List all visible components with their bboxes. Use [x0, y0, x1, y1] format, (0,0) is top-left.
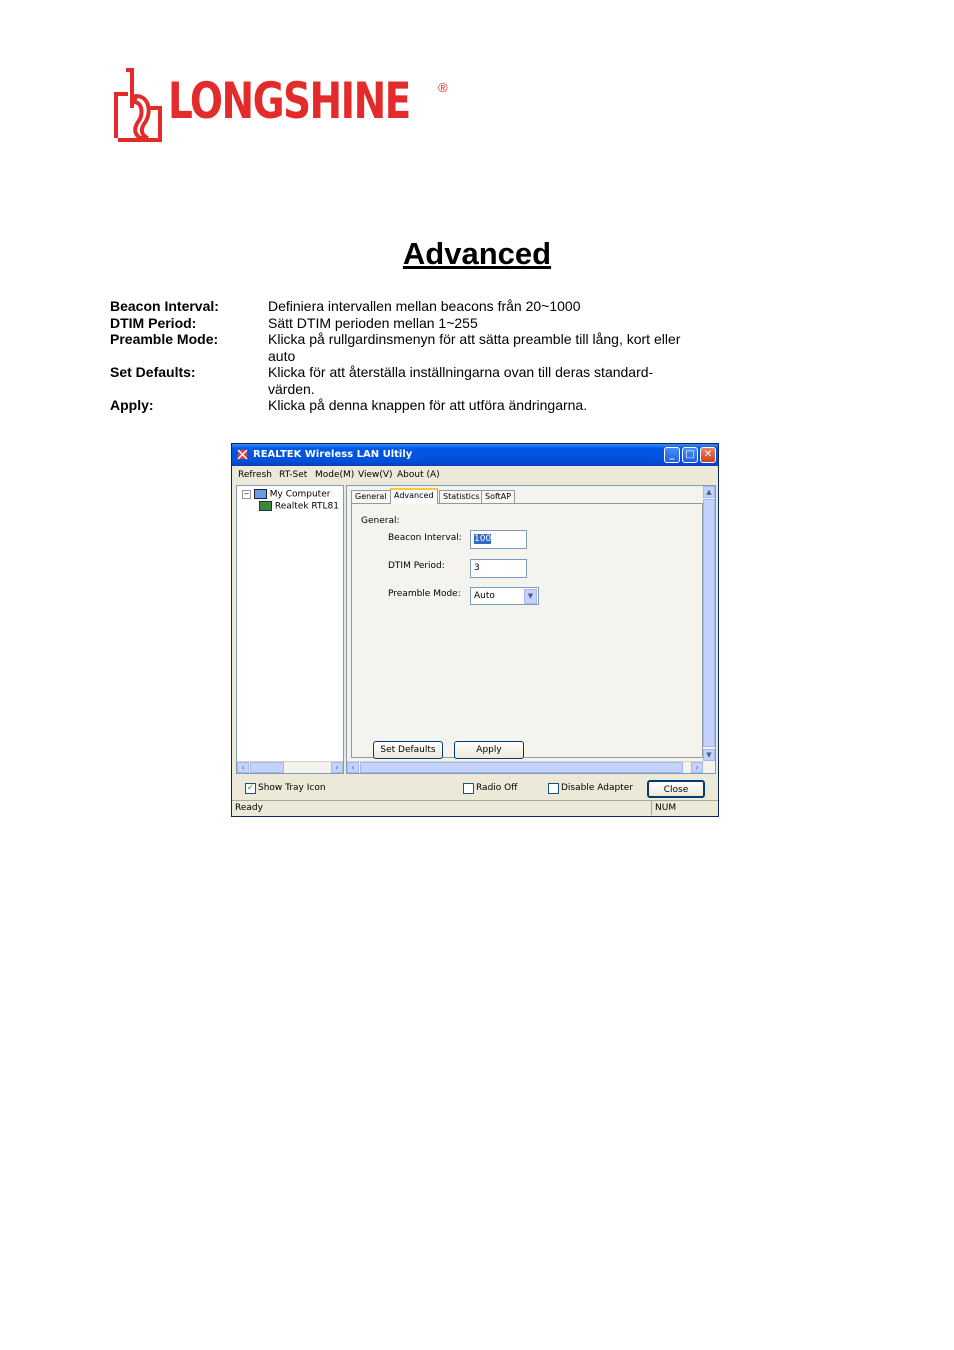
preamble-mode-value: Auto [474, 591, 495, 601]
definition-desc: Definiera intervallen mellan beacons från 20~1000 [268, 298, 581, 314]
definition-term: Beacon Interval: [110, 298, 219, 314]
definition-row [110, 315, 690, 332]
menu-view[interactable]: View(V) [358, 470, 393, 480]
definition-desc: Klicka för att återställa inställningarna ovan till deras standard-värden. [268, 364, 654, 397]
dtim-period-label: DTIM Period: [388, 561, 445, 571]
num-lock-indicator: NUM [655, 803, 677, 813]
tree-horizontal-scrollbar[interactable] [237, 761, 343, 773]
realtek-utility-window [231, 443, 719, 817]
scroll-thumb[interactable] [250, 762, 284, 773]
menu-refresh[interactable]: Refresh [238, 470, 272, 480]
tab-general[interactable]: General [351, 490, 391, 503]
registered-mark: ® [438, 80, 448, 95]
tree-item-adapter[interactable] [259, 501, 339, 512]
menu-about[interactable]: About (A) [397, 470, 440, 480]
scroll-thumb[interactable] [703, 499, 715, 747]
tree-item-label: Realtek RTL81 [274, 501, 339, 512]
minimize-button[interactable]: _ [664, 447, 680, 463]
definition-list [110, 298, 690, 414]
settings-pane [346, 485, 716, 774]
adapter-tree [236, 485, 344, 774]
definition-desc: Sätt DTIM perioden mellan 1~255 [268, 314, 478, 331]
maximize-button[interactable]: □ [682, 447, 698, 463]
scroll-down-icon[interactable]: ▼ [703, 749, 715, 761]
menu-rt-set[interactable]: RT-Set [279, 470, 308, 480]
status-divider [651, 801, 652, 815]
preamble-mode-label: Preamble Mode: [388, 589, 461, 599]
tab-statistics[interactable]: Statistics [439, 490, 484, 503]
beacon-interval-label: Beacon Interval: [388, 533, 462, 543]
settings-horizontal-scrollbar[interactable] [347, 761, 703, 773]
preamble-mode-select[interactable] [470, 587, 539, 605]
definition-row [110, 298, 690, 315]
collapse-icon[interactable]: − [243, 489, 250, 498]
advanced-tab-page [351, 503, 703, 758]
window-title: REALTEK Wireless LAN Ultily [253, 449, 413, 460]
close-window-button[interactable]: ✕ [700, 447, 716, 463]
definition-row [110, 331, 690, 364]
realtek-app-icon [236, 448, 249, 461]
tree-item-my-computer[interactable] [242, 489, 330, 500]
definition-desc: Klicka på rullgardinsmenyn för att sätta preamble till lång, kort eller auto [268, 331, 681, 364]
chevron-down-icon[interactable]: ▼ [524, 589, 537, 604]
status-text: Ready [235, 803, 263, 813]
longshine-logo [112, 66, 452, 146]
radio-off-label: Radio Off [476, 783, 518, 793]
scroll-right-icon[interactable]: › [331, 762, 343, 773]
definition-term: Set Defaults: [110, 364, 196, 380]
show-tray-checkbox[interactable]: ✓ [246, 783, 255, 793]
apply-button[interactable]: Apply [454, 741, 524, 759]
set-defaults-button[interactable]: Set Defaults [373, 741, 443, 759]
status-bar [232, 800, 718, 816]
menu-bar [232, 467, 718, 483]
network-card-icon [259, 501, 272, 511]
scroll-left-icon[interactable]: ‹ [347, 762, 359, 773]
logo-wordmark: LONGSHINE [168, 72, 410, 130]
radio-off-checkbox[interactable] [463, 783, 474, 794]
show-tray-label: Show Tray Icon [258, 783, 326, 793]
tree-item-label: My Computer [269, 489, 331, 500]
settings-vertical-scrollbar[interactable] [703, 486, 715, 761]
definition-term: DTIM Period: [110, 314, 197, 331]
definition-term: Apply: [110, 397, 154, 413]
menu-mode[interactable]: Mode(M) [315, 470, 355, 480]
definition-row [110, 397, 690, 414]
longshine-emblem-icon [112, 66, 166, 146]
scroll-left-icon[interactable]: ‹ [237, 762, 249, 773]
disable-adapter-label: Disable Adapter [561, 783, 633, 793]
scroll-up-icon[interactable]: ▲ [703, 486, 715, 498]
definition-term: Preamble Mode: [110, 331, 219, 347]
scroll-right-icon[interactable]: › [691, 762, 703, 773]
section-label-general: General: [361, 516, 400, 526]
definition-desc: Klicka på denna knappen för att utföra ändringarna. [268, 397, 588, 413]
computer-icon [254, 489, 267, 499]
window-titlebar[interactable] [232, 444, 718, 466]
dtim-period-input[interactable]: 3 [470, 559, 527, 578]
disable-adapter-checkbox[interactable] [548, 783, 559, 794]
close-button[interactable]: Close [647, 780, 705, 798]
definition-row [110, 364, 690, 397]
tab-softap[interactable]: SoftAP [481, 490, 515, 503]
tab-advanced[interactable]: Advanced [390, 488, 438, 504]
page-title: Advanced [402, 236, 552, 271]
scroll-thumb[interactable] [360, 762, 683, 773]
beacon-interval-input[interactable]: 100 [470, 530, 527, 549]
